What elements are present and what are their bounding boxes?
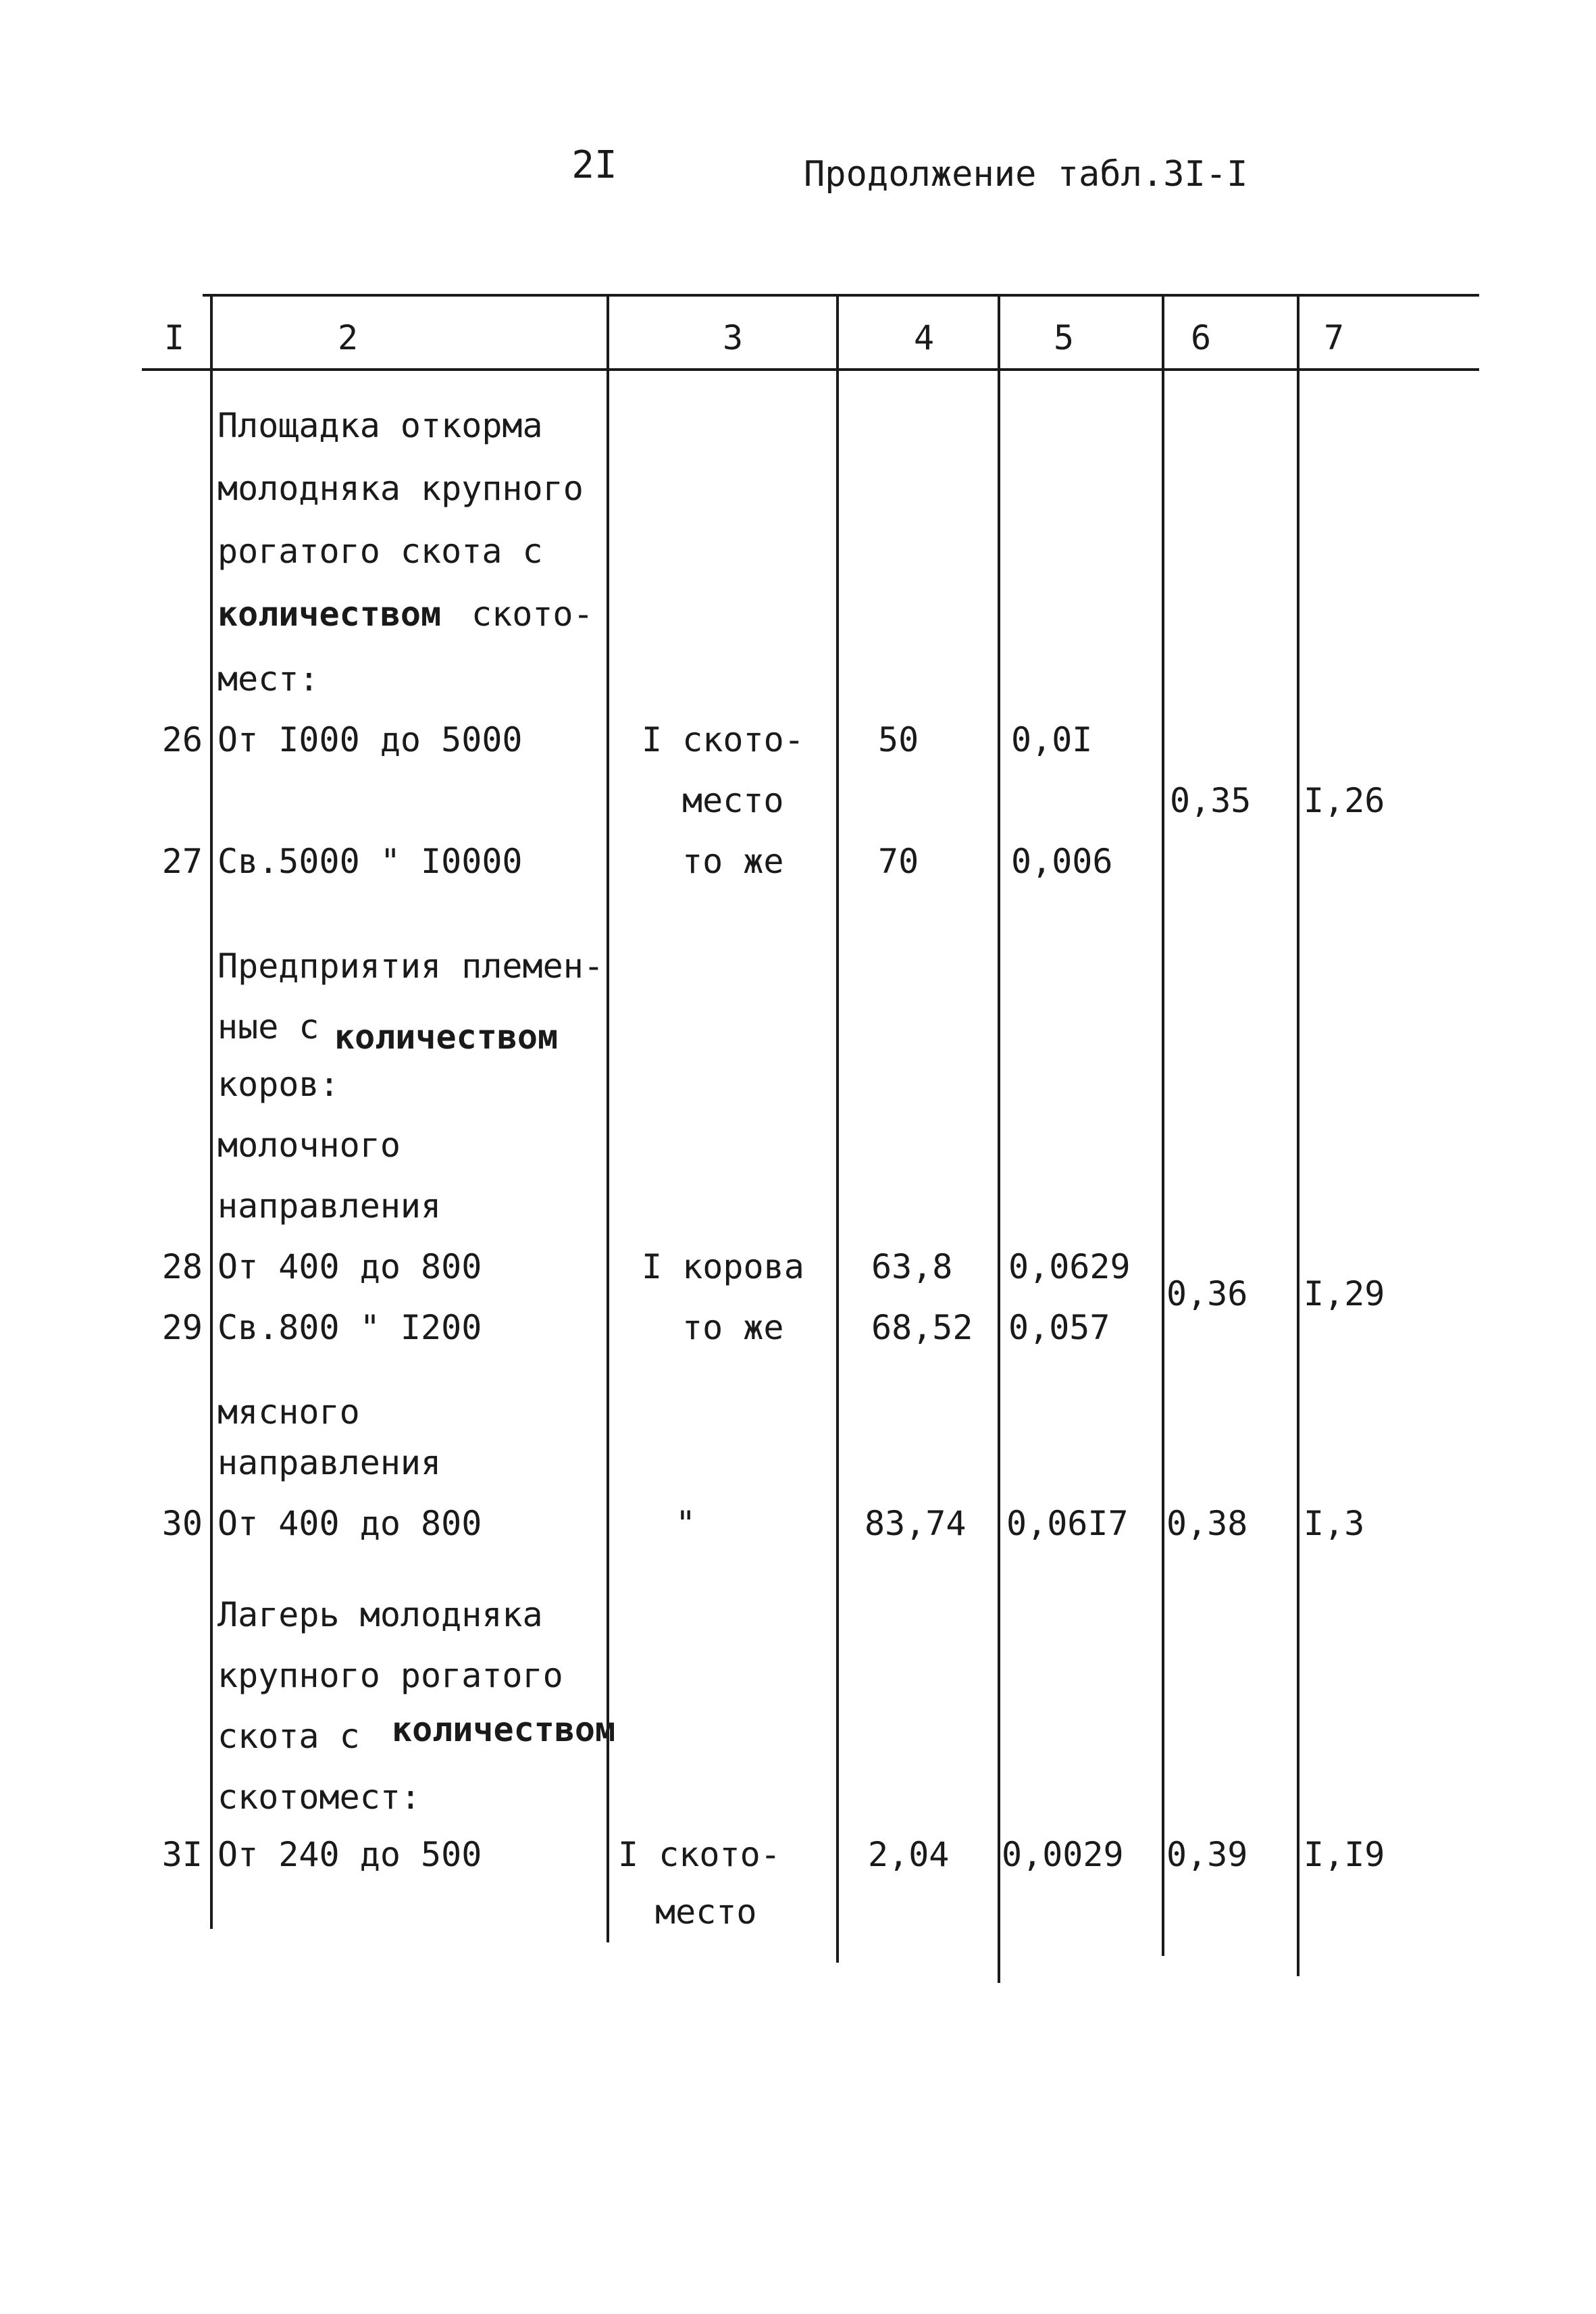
row-name: От 240 до 500 [217, 1835, 482, 1874]
section-4-heading-line: Лагерь молодняка [217, 1595, 543, 1634]
section-2-heading-line: количеством [334, 1017, 559, 1057]
section-1-heading-line: рогатого скота с [217, 532, 543, 571]
row-col-5: 0,057 [1008, 1308, 1110, 1347]
row-number: 27 [161, 842, 203, 881]
table-top-rule [203, 294, 1479, 297]
section-1-heading-line: Площадка откорма [217, 406, 543, 445]
row-name: От 400 до 800 [217, 1504, 482, 1543]
col-header-6: 6 [1190, 318, 1212, 357]
row-col-5: 0,06I7 [1006, 1504, 1129, 1543]
row-col-5: 0,0629 [1008, 1247, 1131, 1286]
group-col-6: 0,35 [1170, 781, 1252, 820]
group-col-6: 0,36 [1166, 1274, 1248, 1313]
row-col-4: 70 [878, 842, 919, 881]
col-header-4: 4 [913, 318, 935, 357]
row-col-4: 50 [878, 720, 919, 759]
row-name: От I000 до 5000 [217, 720, 523, 759]
subsection-line: молочного [217, 1126, 401, 1165]
row-unit: I ското- [618, 1835, 781, 1874]
section-2-heading-line: ные с [217, 1007, 319, 1047]
page-number: 2I [571, 143, 617, 187]
row-col-7: I,I9 [1304, 1835, 1385, 1874]
section-2-heading-line: коров: [217, 1065, 340, 1104]
row-number: 29 [161, 1308, 203, 1347]
row-number: 30 [161, 1504, 203, 1543]
row-col-4: 63,8 [871, 1247, 953, 1286]
section-4-heading-line: количеством [392, 1710, 616, 1749]
row-col-4: 68,52 [871, 1308, 973, 1347]
section-1-heading-line: мест: [217, 659, 319, 699]
row-col-6: 0,38 [1166, 1504, 1248, 1543]
row-unit-cont: место [655, 1892, 757, 1932]
subsection-line: мясного [217, 1392, 360, 1432]
row-name: Св.800 " I200 [217, 1308, 482, 1347]
row-name: Св.5000 " I0000 [217, 842, 523, 881]
row-number: 3I [161, 1835, 203, 1874]
group-col-7: I,29 [1304, 1274, 1385, 1313]
row-name: От 400 до 800 [217, 1247, 482, 1286]
row-unit: то же [682, 1308, 784, 1347]
row-col-5: 0,0029 [1002, 1835, 1124, 1874]
group-col-7: I,26 [1304, 781, 1385, 820]
section-4-heading-line: скотомест: [217, 1778, 421, 1817]
row-col-5: 0,006 [1011, 842, 1113, 881]
row-unit: I корова [642, 1247, 804, 1286]
col-divider-3 [836, 294, 839, 1963]
row-number: 28 [161, 1247, 203, 1286]
col-divider-6 [1297, 294, 1299, 1976]
row-col-6: 0,39 [1166, 1835, 1248, 1874]
section-4-heading-line: скота с [217, 1717, 360, 1756]
col-header-7: 7 [1323, 318, 1345, 357]
header-bottom-rule [142, 368, 1479, 371]
col-divider-4 [998, 294, 1000, 1983]
subsection-line: направления [217, 1443, 442, 1482]
subsection-line: направления [217, 1186, 442, 1226]
row-unit-cont: место [682, 781, 784, 820]
row-col-5: 0,0I [1011, 720, 1093, 759]
col-header-5: 5 [1053, 318, 1075, 357]
row-unit: I ското- [642, 720, 804, 759]
section-1-heading-line: количеством [217, 595, 442, 634]
col-header-3: 3 [722, 318, 744, 357]
col-divider-2 [607, 294, 609, 1942]
section-4-heading-line: крупного рогатого [217, 1656, 563, 1695]
col-divider-1 [210, 294, 213, 1929]
section-2-heading-line: Предприятия племен- [217, 947, 604, 986]
row-col-7: I,3 [1304, 1504, 1365, 1543]
row-col-4: 2,04 [868, 1835, 950, 1874]
col-header-2: 2 [337, 318, 359, 357]
section-1-heading-line: ското- [471, 595, 594, 634]
section-1-heading-line: молодняка крупного [217, 469, 584, 508]
col-header-1: I [163, 318, 185, 357]
row-col-4: 83,74 [865, 1504, 967, 1543]
row-number: 26 [161, 720, 203, 759]
continuation-caption: Продолжение табл.3I-I [804, 154, 1248, 195]
col-divider-5 [1162, 294, 1164, 1956]
row-unit: " [675, 1504, 696, 1543]
row-unit: то же [682, 842, 784, 881]
